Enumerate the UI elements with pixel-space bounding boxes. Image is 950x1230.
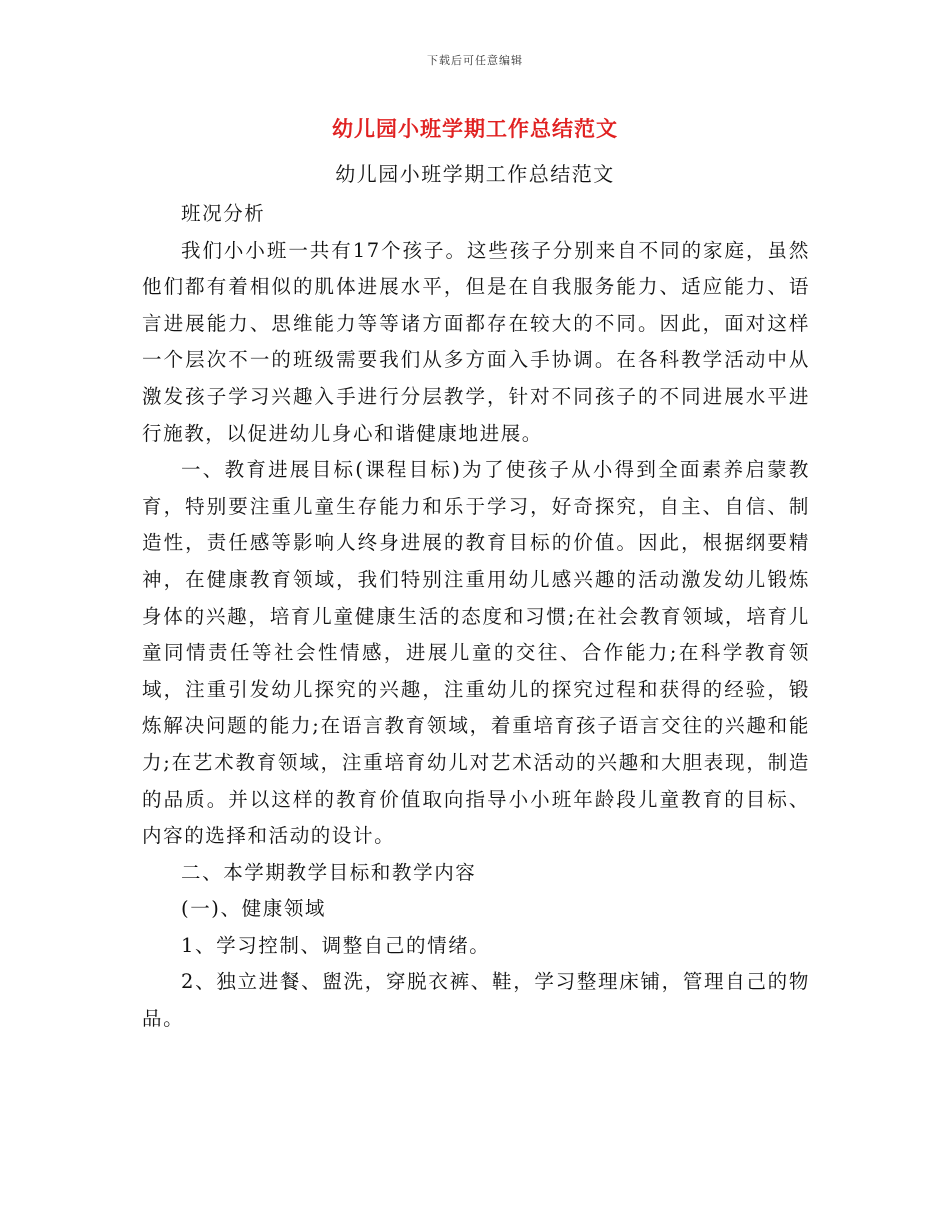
document-subtitle: 幼儿园小班学期工作总结范文 [335,162,615,186]
document-title: 幼儿园小班学期工作总结范文 [332,116,618,141]
list-item-2: 2、独立进餐、盥洗，穿脱衣裤、鞋，学习整理床铺，管理自己的物品。 [142,970,810,1031]
document-body [142,196,810,1038]
section-heading-teaching-goals: 二、本学期教学目标和教学内容 [181,860,477,884]
section-heading-class-analysis: 班况分析 [181,202,266,225]
subsection-heading-health: (一)、健康领域 [181,897,327,921]
list-item-1: 1、学习控制、调整自己的情绪。 [181,933,491,957]
paragraph-class-overview: 我们小小班一共有17个孩子。这些孩子分别来自不同的家庭，虽然他们都有着相似的肌体进展水平，但是在自我服务能力、适应能力、语言进展能力、思维能力等等诸方面都存在较大的不同。因此，面对这样一个层次不一的班级需要我们从多方面入手协调。在各科教学活动中从激发孩子学习兴趣入手进行分层教学，针对不同孩子的不同进展水平进行施教，以促进幼儿身心和谐健康地进展。 [142,238,810,445]
paragraph-education-goals: 一、教育进展目标(课程目标)为了使孩子从小得到全面素养启蒙教育，特别要注重儿童生存能力和乐于学习，好奇探究，自主、自信、制造性，责任感等影响人终身进展的教育目标的价值。因此，根据纲要精神，在健康教育领域，我们特别注重用幼儿感兴趣的活动激发幼儿锻炼身体的兴趣，培育儿童健康生活的态度和习惯;在社会教育领域，培育儿童同情责任等社会性情感，进展儿童的交往、合作能力;在科学教育领域，注重引发幼儿探究的兴趣，注重幼儿的探究过程和获得的经验，锻炼解决问题的能力;在语言教育领域，着重培育孩子语言交往的兴趣和能力;在艺术教育领域，注重培育幼儿对艺术活动的兴趣和大胆表现，制造的品质。并以这样的教育价值取向指导小小班年龄段儿童教育的目标、内容的选择和活动的设计。 [142,458,810,848]
page-header-note: 下载后可任意编辑 [427,54,523,67]
